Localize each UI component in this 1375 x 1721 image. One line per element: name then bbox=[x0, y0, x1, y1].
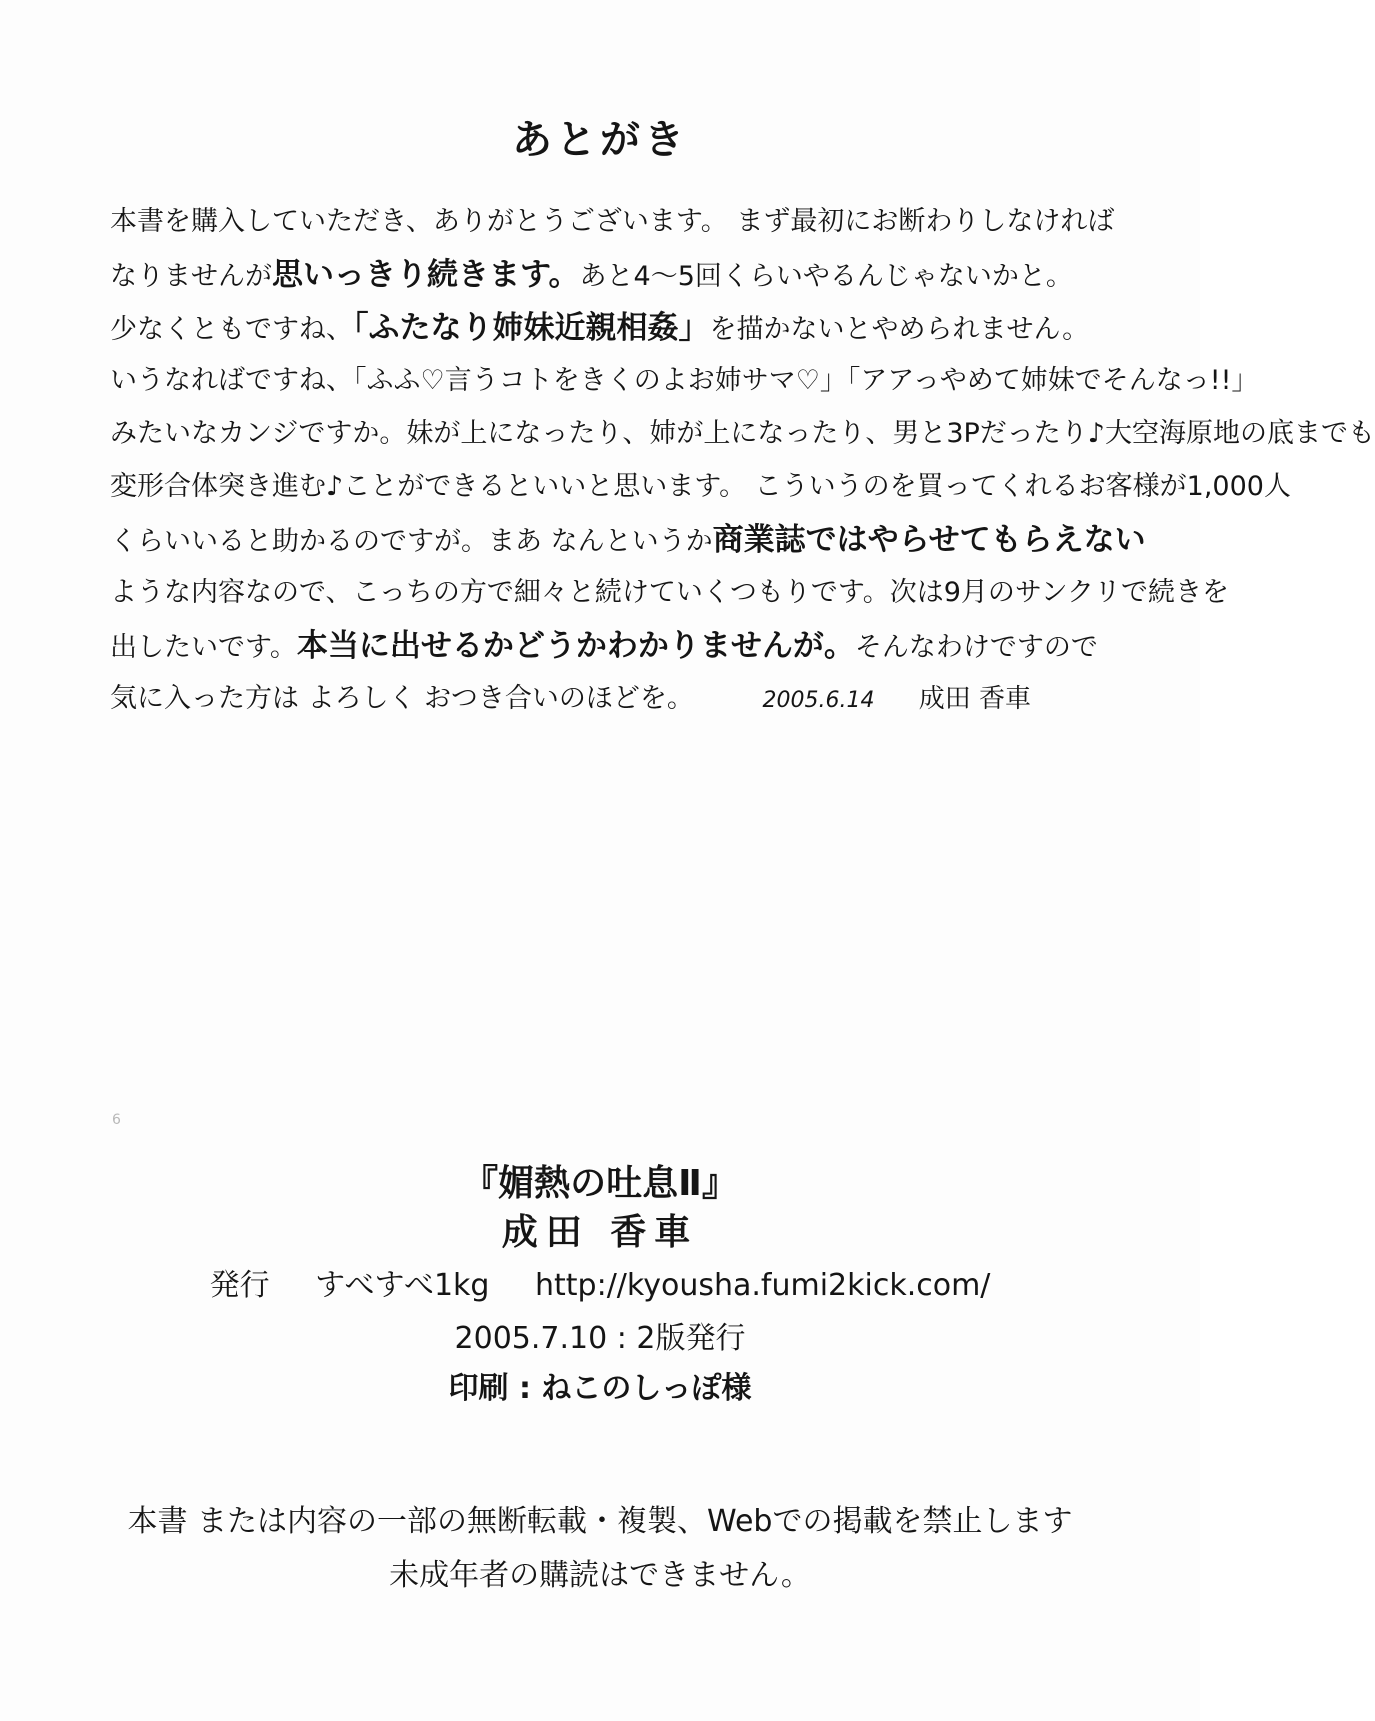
notices bbox=[0, 1495, 1200, 1603]
afterword-line bbox=[110, 629, 1130, 682]
publisher-label: 発行 bbox=[209, 1268, 270, 1303]
line-text: 出したいです。 bbox=[110, 632, 297, 663]
publisher-line bbox=[0, 1258, 1200, 1314]
line-text: なりませんが bbox=[110, 261, 272, 292]
publisher-url: http://kyousha.fumi2kick.com/ bbox=[535, 1268, 991, 1303]
emphasis-text: 「ふたなり姉妹近親相姦」 bbox=[353, 310, 710, 346]
afterword-body bbox=[110, 205, 1375, 735]
afterword-line bbox=[110, 470, 1291, 523]
author-name: 成田 香車 bbox=[501, 1212, 699, 1253]
signature-block bbox=[763, 682, 1032, 718]
emphasis-text: 本当に出せるかどうかわかりませんが。 bbox=[296, 628, 855, 664]
line-text: ような内容なので、こっちの方で細々と続けていくつもりです。次は9月のサンクリで続きを bbox=[110, 577, 1230, 608]
colophon bbox=[0, 1160, 1200, 1414]
afterword-signature: 成田 香車 bbox=[918, 684, 1031, 714]
copyright-notice: 本書 または内容の一部の無断転載・複製、Webでの掲載を禁止します bbox=[127, 1504, 1073, 1539]
printer-line: 印刷 : ねこのしっぽ様 bbox=[448, 1371, 752, 1406]
afterword-line bbox=[110, 576, 1230, 629]
afterword-date: 2005.6.14 bbox=[762, 688, 875, 713]
line-text: 変形合体突き進む♪ことができるといいと思います。 こういうのを買ってくれるお客様が1,000人 bbox=[110, 471, 1291, 502]
afterword-line bbox=[110, 205, 1130, 258]
line-text: そんなわけですので bbox=[854, 632, 1098, 663]
line-text: 本書を購入していただき、ありがとうございます。 まず最初にお断わりしなければ bbox=[110, 206, 1115, 237]
emphasis-text: 思いっきり続きます。 bbox=[272, 257, 580, 293]
line-text: 少なくともですね、 bbox=[110, 314, 353, 345]
afterword-line bbox=[110, 311, 1130, 364]
line-text: いうなればですね、「ふふ♡言うコトをきくのよお姉サマ♡」「アアっやめて姉妹でそんなっ!!」 bbox=[110, 365, 1259, 396]
line-text: あと4〜5回くらいやるんじゃないかと。 bbox=[579, 261, 1073, 292]
afterword-line bbox=[110, 682, 1130, 735]
line-text: を描かないとやめられません。 bbox=[709, 314, 1090, 345]
line-text: 気に入った方は よろしく おつき合いのほどを。 bbox=[110, 683, 694, 714]
line-text: くらいいると助かるのですが。まあ なんというか bbox=[110, 526, 713, 557]
age-notice: 未成年者の購読はできません。 bbox=[389, 1558, 811, 1593]
afterword-title: あとがき bbox=[512, 117, 688, 163]
line-text: みたいなカンジですか。妹が上になったり、姉が上になったり、男と3Pだったり♪大空海原地の底までも bbox=[110, 418, 1375, 449]
page-mark: 6 bbox=[112, 1112, 121, 1128]
afterword-line bbox=[110, 258, 1130, 311]
book-title: 『媚熱の吐息Ⅱ』 bbox=[462, 1163, 738, 1204]
afterword-line bbox=[110, 364, 1259, 417]
publisher-name: すべすべ1kg bbox=[315, 1268, 490, 1303]
edition-line: 2005.7.10 : 2版発行 bbox=[454, 1321, 746, 1356]
afterword-line bbox=[110, 522, 1146, 576]
emphasis-text: 商業誌ではやらせてもらえない bbox=[712, 522, 1146, 558]
afterword-line bbox=[110, 417, 1375, 470]
